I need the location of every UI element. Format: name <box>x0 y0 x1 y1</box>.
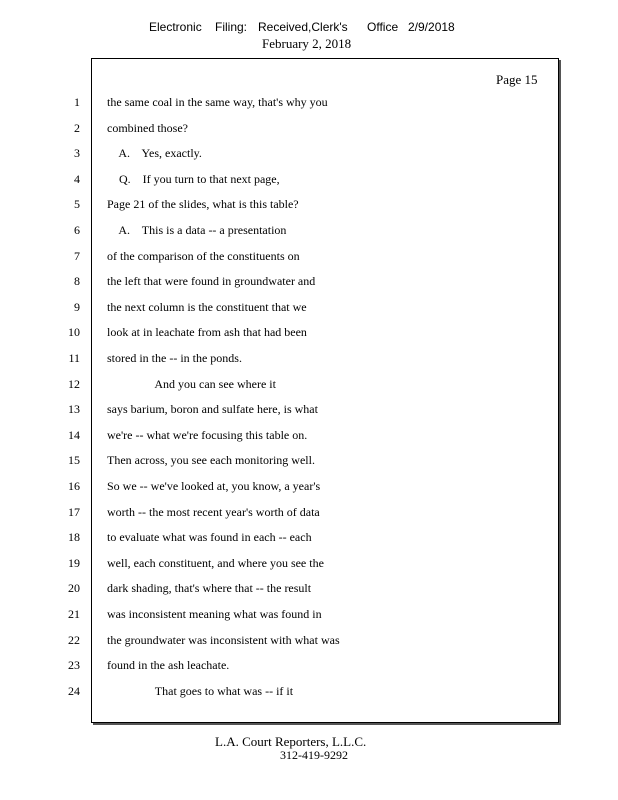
line-text: That goes to what was -- if it <box>107 684 294 698</box>
line-number: 21 <box>68 607 80 621</box>
line-number: 20 <box>68 581 80 595</box>
line-text: says barium, boron and sulfate here, is what <box>107 402 318 416</box>
line-number: 2 <box>74 121 80 135</box>
line-number: 4 <box>74 172 80 186</box>
line-number: 1 <box>74 95 80 109</box>
line-number: 11 <box>68 351 80 365</box>
line-number: 13 <box>68 402 80 416</box>
line-number: 14 <box>68 428 80 442</box>
line-text: A. This is a data -- a presentation <box>107 223 287 237</box>
page-number: Page 15 <box>496 72 538 87</box>
line-number: 5 <box>74 197 80 211</box>
line-text: combined those? <box>107 121 188 135</box>
stamp-filing: Filing: <box>215 20 248 34</box>
line-text: A. Yes, exactly. <box>107 146 202 160</box>
line-text: Then across, you see each monitoring well. <box>107 453 315 467</box>
footer-phone: 312-419-9292 <box>280 748 348 762</box>
line-text: to evaluate what was found in each -- each <box>107 530 312 544</box>
line-text: the groundwater was inconsistent with what was <box>107 633 340 647</box>
line-number: 15 <box>68 453 80 467</box>
line-number: 24 <box>68 684 80 698</box>
line-number: 16 <box>68 479 80 493</box>
header-date: February 2, 2018 <box>262 36 352 51</box>
line-text: So we -- we've looked at, you know, a year's <box>107 479 321 493</box>
line-number: 3 <box>74 146 80 160</box>
line-text: worth -- the most recent year's worth of data <box>107 505 320 519</box>
filing-stamp <box>0 20 618 36</box>
line-text: And you can see where it <box>107 377 276 391</box>
line-text: dark shading, that's where that -- the result <box>107 581 312 595</box>
stamp-office: Office <box>367 20 399 34</box>
stamp-electronic: Electronic <box>149 20 202 34</box>
line-text: the left that were found in groundwater and <box>107 274 316 288</box>
line-number: 22 <box>68 633 80 647</box>
line-text: of the comparison of the constituents on <box>107 249 300 263</box>
line-text: found in the ash leachate. <box>107 658 230 672</box>
line-number: 6 <box>74 223 80 237</box>
line-text: we're -- what we're focusing this table on. <box>107 428 308 442</box>
line-text: look at in leachate from ash that had been <box>107 325 307 339</box>
line-text: well, each constituent, and where you see the <box>107 556 324 570</box>
stamp-received: Received,Clerk's <box>258 20 348 34</box>
line-text: was inconsistent meaning what was found in <box>107 607 322 621</box>
line-text: the next column is the constituent that we <box>107 300 307 314</box>
line-text: Q. If you turn to that next page, <box>107 172 280 186</box>
line-number: 10 <box>68 325 80 339</box>
line-number: 17 <box>68 505 80 519</box>
stamp-date: 2/9/2018 <box>408 20 455 34</box>
line-number: 18 <box>68 530 80 544</box>
line-text: Page 21 of the slides, what is this table? <box>107 197 299 211</box>
line-number: 8 <box>74 274 80 288</box>
line-text: the same coal in the same way, that's why you <box>107 95 328 109</box>
line-number: 23 <box>68 658 80 672</box>
footer-company: L.A. Court Reporters, L.L.C. <box>215 734 367 749</box>
line-text: stored in the -- in the ponds. <box>107 351 242 365</box>
line-number: 12 <box>68 377 80 391</box>
line-number: 19 <box>68 556 80 570</box>
line-number: 9 <box>74 300 80 314</box>
line-number: 7 <box>74 249 80 263</box>
